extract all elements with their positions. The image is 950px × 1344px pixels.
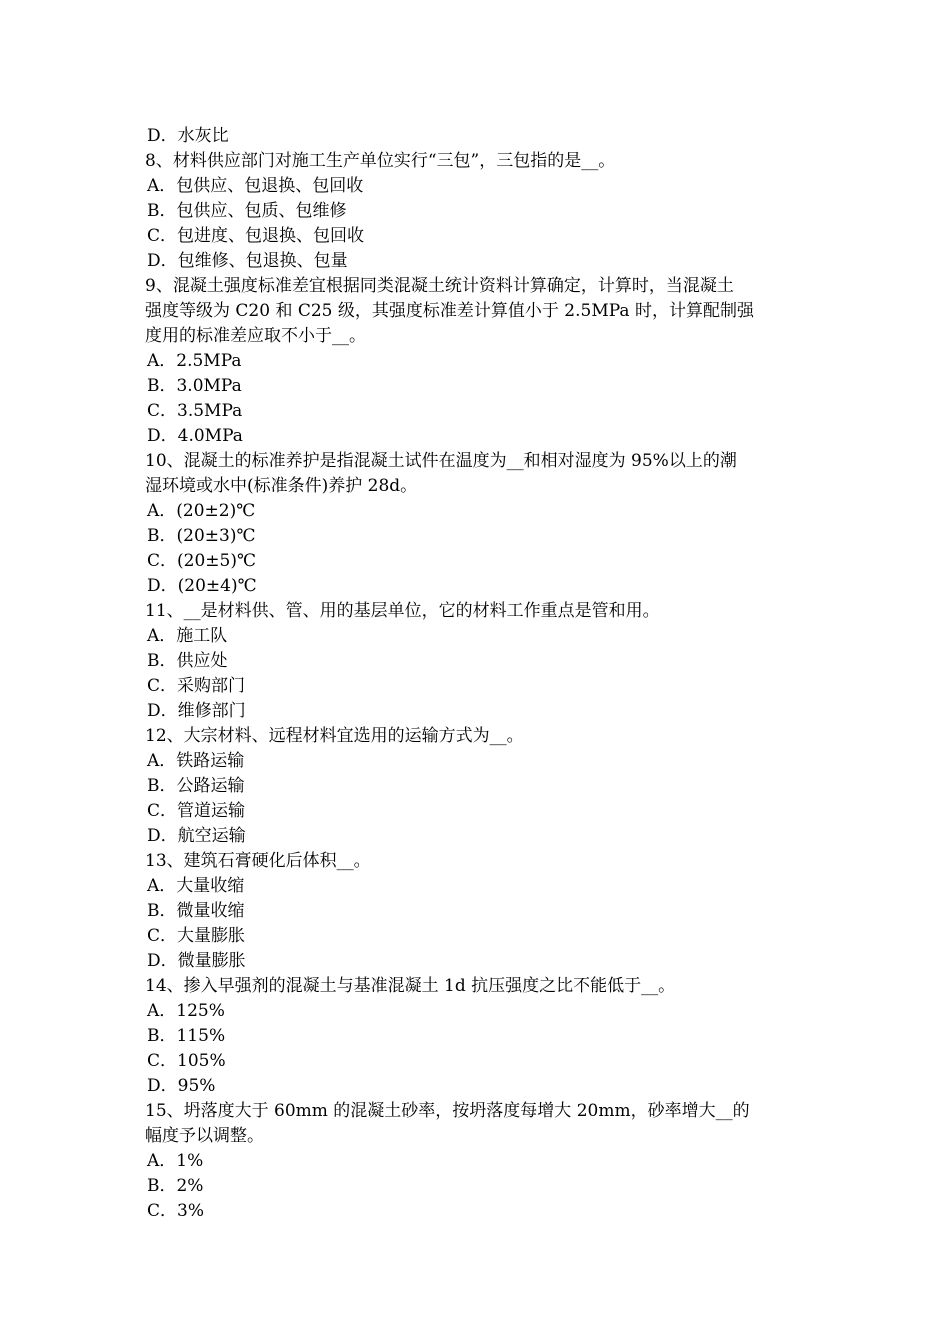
answer-option-line: D．4.0MPa	[147, 426, 243, 446]
question-text-line: 幅度予以调整。	[145, 1126, 264, 1146]
answer-option-line: D．维修部门	[147, 701, 246, 721]
answer-option-line: B．包供应、包质、包维修	[147, 201, 347, 221]
answer-option-line: B．115%	[147, 1026, 226, 1046]
question-text-line: 14、掺入早强剂的混凝土与基准混凝土 1d 抗压强度之比不能低于__。	[145, 976, 676, 996]
question-text-line: 10、混凝土的标准养护是指混凝土试件在温度为__和相对湿度为 95%以上的潮	[145, 451, 737, 471]
question-text-line: 11、__是材料供、管、用的基层单位，它的材料工作重点是管和用。	[145, 601, 660, 621]
question-text-line: 湿环境或水中(标准条件)养护 28d。	[145, 476, 418, 496]
question-text-line: 度用的标准差应取不小于__。	[145, 326, 366, 346]
answer-option-line: D．水灰比	[147, 126, 229, 146]
answer-option-line: D．(20±4)℃	[147, 576, 257, 596]
answer-option-line: B．供应处	[147, 651, 228, 671]
answer-option-line: C．(20±5)℃	[147, 551, 256, 571]
answer-option-line: A．125%	[147, 1001, 225, 1021]
answer-option-line: C．管道运输	[147, 801, 246, 821]
answer-option-line: C．大量膨胀	[147, 926, 246, 946]
answer-option-line: C．3%	[147, 1201, 204, 1221]
question-text-line: 13、建筑石膏硬化后体积__。	[145, 851, 371, 871]
answer-option-line: D．微量膨胀	[147, 951, 246, 971]
answer-option-line: C．3.5MPa	[147, 401, 243, 421]
answer-option-line: B．2%	[147, 1176, 204, 1196]
answer-option-line: B．3.0MPa	[147, 376, 242, 396]
answer-option-line: A．铁路运输	[147, 751, 245, 771]
answer-option-line: A．2.5MPa	[147, 351, 242, 371]
question-text-line: 8、材料供应部门对施工生产单位实行“三包”，三包指的是__。	[145, 151, 616, 171]
document-body	[145, 124, 810, 1224]
question-text-line: 15、坍落度大于 60mm 的混凝土砂率，按坍落度每增大 20mm，砂率增大__的	[145, 1101, 750, 1121]
answer-option-line: D．航空运输	[147, 826, 246, 846]
answer-option-line: A．(20±2)℃	[147, 501, 256, 521]
question-text-line: 9、混凝土强度标准差宜根据同类混凝土统计资料计算确定，计算时，当混凝土	[145, 276, 734, 296]
question-text-line: 12、大宗材料、远程材料宜选用的运输方式为__。	[145, 726, 524, 746]
answer-option-line: C．采购部门	[147, 676, 246, 696]
question-text-line: 强度等级为 C20 和 C25 级，其强度标准差计算值小于 2.5MPa 时，计算配制强	[145, 301, 754, 321]
answer-option-line: B．(20±3)℃	[147, 526, 256, 546]
answer-option-line: A．1%	[147, 1151, 204, 1171]
answer-option-line: D．95%	[147, 1076, 216, 1096]
answer-option-line: C．105%	[147, 1051, 226, 1071]
answer-option-line: A．大量收缩	[147, 876, 245, 896]
answer-option-line: B．微量收缩	[147, 901, 245, 921]
answer-option-line: A．施工队	[147, 626, 228, 646]
answer-option-line: A．包供应、包退换、包回收	[147, 176, 364, 196]
answer-option-line: B．公路运输	[147, 776, 245, 796]
answer-option-line: C．包进度、包退换、包回收	[147, 226, 365, 246]
answer-option-line: D．包维修、包退换、包量	[147, 251, 348, 271]
